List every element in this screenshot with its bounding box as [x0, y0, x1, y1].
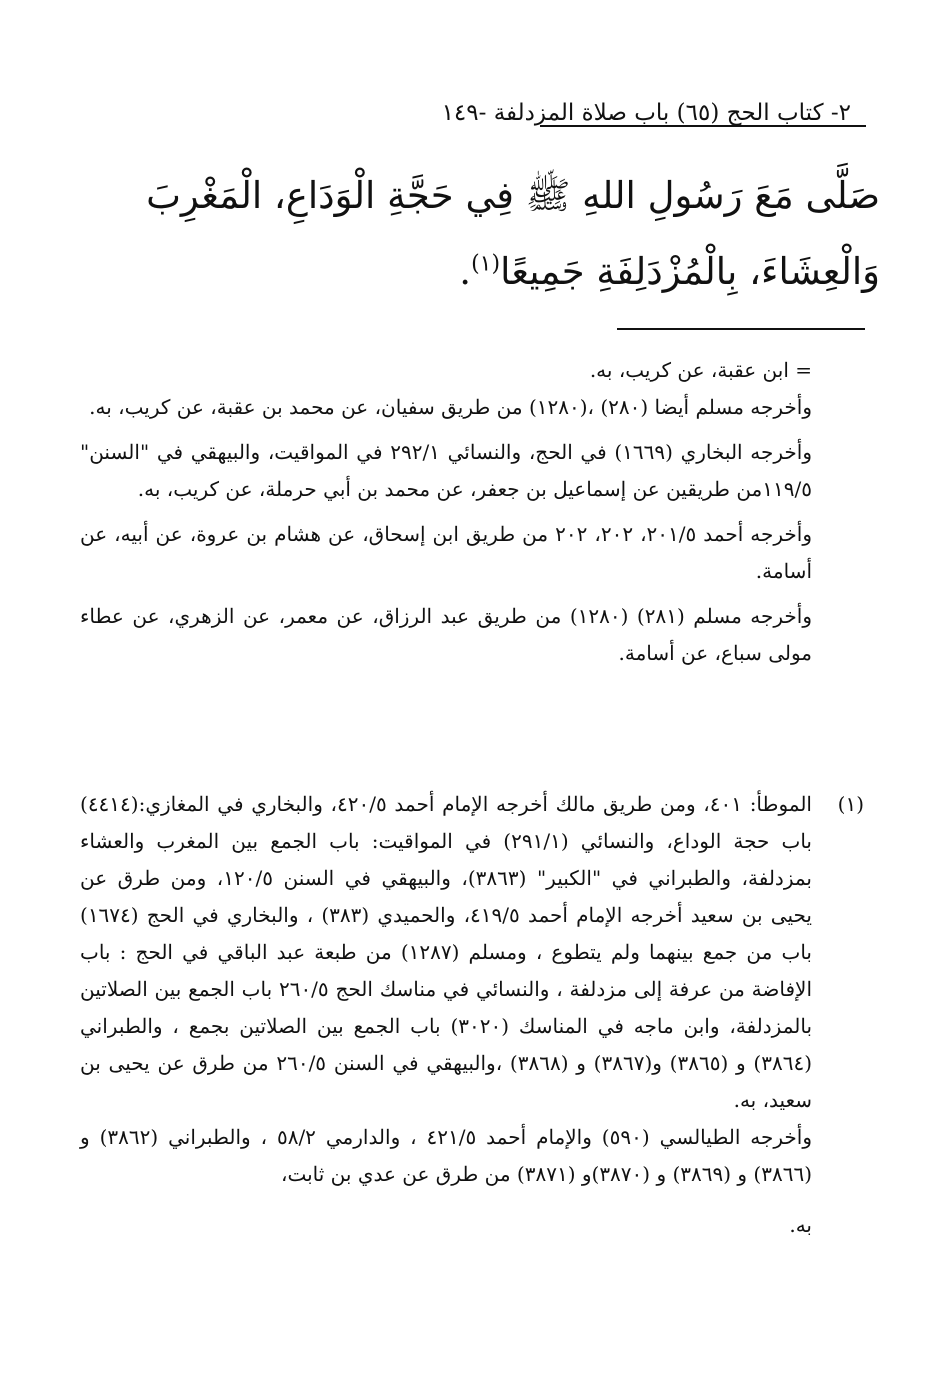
- footnote-body: [80, 786, 812, 1244]
- main-text-body: صَلَّى مَعَ رَسُولِ اللهِ ﷺ فِي حَجَّةِ الْوَدَاعِ، الْمَغْرِبَ وَالْعِشَاءَ، بِالْمُزْدَلِفَةِ جَمِيعًا: [146, 174, 880, 293]
- footnote-paragraph: الموطأ: ٤٠١، ومن طريق مالك أخرجه الإمام أحمد ٤٢٠/٥، والبخاري في المغازي:(٤٤١٤) باب حجة الوداع، والنسائي (٢٩١/١) في المواقيت: باب الجمع بين المغرب والعشاء بمزدلفة، والطبراني في "الكبير" (٣٨٦٣)، والبيهقي في السنن ١٢٠/٥، ومن طرق عن يحيى بن سعيد أخرجه الإمام أحمد ٤١٩/٥، والحميدي (٣٨٣) ، والبخاري في الحج (١٦٧٤) باب من جمع بينهما ولم يتطوع ، ومسلم (١٢٨٧) من طبعة عبد الباقي في الحج : باب الإفاضة من عرفة إلى مزدلفة ، والنسائي في مناسك الحج ٢٦٠/٥ باب الجمع بين الصلاتين بالمزدلفة، وابن ماجه في المناسك (٣٠٢٠) باب الجمع بين الصلاتين بجمع ، والطبراني (٣٨٦٤) و (٣٨٦٥) و(٣٨٦٧) و (٣٨٦٨) ،والبيهقي في السنن ٢٦٠/٥ من طرق عن يحيى بن سعيد، به.: [80, 792, 813, 1112]
- note-paragraph: وأخرجه مسلم (٢٨١) (١٢٨٠) من طريق عبد الرزاق، عن معمر، عن الزهري، عن عطاء مولى سباع، عن أسامة.: [80, 604, 813, 665]
- main-text-end: .: [459, 250, 472, 293]
- footnote-1: [80, 786, 864, 1306]
- note-paragraph: وأخرجه أحمد ٢٠١/٥، ٢٠٢، ٢٠٢ من طريق ابن إسحاق، عن هشام بن عروة، عن أبيه، عن أسامة.: [80, 522, 812, 583]
- footnote-paragraph: وأخرجه الطيالسي (٥٩٠) والإمام أحمد ٤٢١/٥ ، والدارمي ٥٨/٢ ، والطبراني (٣٨٦٢) و (٣٨٦٦) و (٣٨٦٩) و (٣٨٧٠)و (٣٨٧١) من طرق عن عدي بن ثابت،: [80, 1125, 812, 1186]
- main-text: [80, 158, 880, 310]
- continued-notes: [80, 352, 812, 672]
- running-title: ٢- كتاب الحج (٦٥) باب صلاة المزدلفة -١٤٩: [441, 100, 851, 126]
- footnote-reference: (١): [471, 251, 501, 277]
- footnote-separator: [617, 328, 865, 330]
- footnote-tail: به.: [789, 1213, 812, 1237]
- note-paragraph: وأخرجه مسلم أيضا (٢٨٠) ،(١٢٨٠) من طريق سفيان، عن محمد بن عقبة، عن كريب، به.: [89, 395, 812, 419]
- page-header: [0, 98, 944, 138]
- note-paragraph: وأخرجه البخاري (١٦٦٩) في الحج، والنسائي ٢٩٢/١ في المواقيت، والبيهقي في "السنن" ١١٩/٥من طريقين عن إسماعيل بن جعفر، عن محمد بن أبي حرملة، عن كريب، به.: [80, 440, 812, 501]
- note-paragraph: = ابن عقبة، عن كريب، به.: [589, 358, 812, 382]
- footnote-marker: (١): [837, 792, 864, 816]
